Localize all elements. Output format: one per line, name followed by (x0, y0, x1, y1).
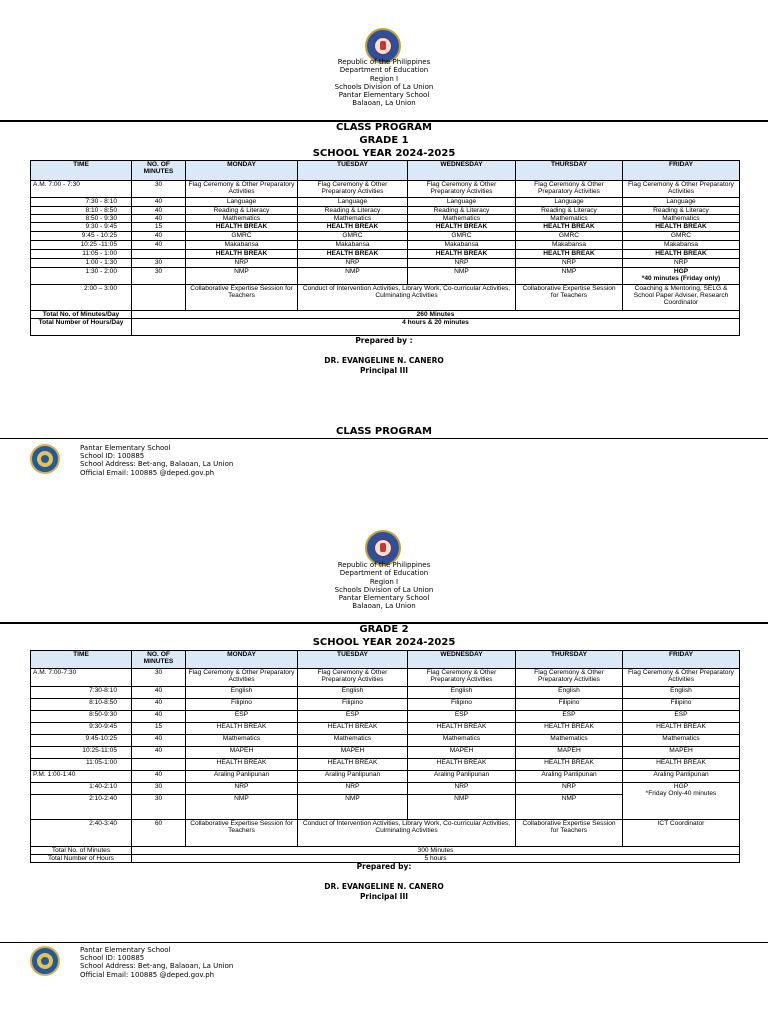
thursday-cell: HEALTH BREAK (516, 759, 623, 771)
time-cell: 2:40-3:40 (31, 820, 132, 847)
column-header: TIME (31, 161, 132, 181)
monday-cell: Collaborative Expertise Session for Teachers (186, 820, 298, 847)
monday-cell: MAPEH (186, 747, 298, 759)
thursday-cell: Makabansa (516, 240, 623, 249)
time-cell: 10:25-11:05 (31, 747, 132, 759)
time-cell: 8:10-8:50 (31, 699, 132, 711)
minutes-cell: 30 (132, 783, 186, 795)
wednesday-cell: Makabansa (408, 240, 516, 249)
friday-cell: GMRC (623, 232, 740, 240)
footer-divider (0, 942, 768, 943)
friday-cell: Flag Ceremony & Other Preparatory Activities (623, 181, 740, 198)
total-minutes-row (31, 847, 740, 855)
school-id: School ID: 100885 (80, 954, 145, 963)
tuesday-cell: NRP (298, 258, 408, 267)
prepared-by-label: Prepared by : (355, 336, 413, 345)
wednesday-cell: NMP (408, 795, 516, 820)
wednesday-cell: GMRC (408, 232, 516, 240)
tuesday-cell: NRP (298, 783, 408, 795)
thursday-cell: Mathematics (516, 215, 623, 223)
time-cell: 9:45 - 10:25 (31, 232, 132, 240)
time-cell: 10:25 -11:05 (31, 240, 132, 249)
minutes-cell (132, 759, 186, 771)
time-cell: 9:45-10:25 (31, 735, 132, 747)
monday-cell: Flag Ceremony & Other Preparatory Activities (186, 669, 298, 687)
minutes-cell: 40 (132, 771, 186, 783)
time-cell: 8:50 - 9:30 (31, 215, 132, 223)
minutes-cell: 15 (132, 223, 186, 232)
time-cell: A.M. 7:00-7:30 (31, 669, 132, 687)
tuesday-wednesday-cell: Conduct of Intervention Activities, Library Work, Co-curricular Activities, Culminating Activities (298, 820, 516, 847)
table-row (31, 198, 740, 207)
friday-cell: Filipino (623, 699, 740, 711)
table-row (31, 711, 740, 723)
wednesday-cell: Araling Panlipunan (408, 771, 516, 783)
thursday-cell: Reading & Literacy (516, 207, 623, 215)
friday-cell: ESP (623, 711, 740, 723)
total-minutes-label: Total No. of Minutes/Day (31, 310, 132, 318)
monday-cell: English (186, 687, 298, 699)
wednesday-cell: Mathematics (408, 215, 516, 223)
monday-cell: Language (186, 198, 298, 207)
thursday-cell: English (516, 687, 623, 699)
tuesday-cell: Makabansa (298, 240, 408, 249)
wednesday-cell: HEALTH BREAK (408, 223, 516, 232)
monday-cell: Araling Panlipunan (186, 771, 298, 783)
footer-divider (0, 438, 768, 439)
monday-cell: HEALTH BREAK (186, 723, 298, 735)
tuesday-cell: Filipino (298, 699, 408, 711)
school-info (80, 444, 233, 477)
minutes-cell (132, 249, 186, 258)
table-row (31, 232, 740, 240)
wednesday-cell: Filipino (408, 699, 516, 711)
thursday-cell: ESP (516, 711, 623, 723)
friday-cell: HGP *Friday Only-40 minutes (623, 783, 740, 820)
minutes-cell: 30 (132, 258, 186, 267)
table-row (31, 267, 740, 284)
monday-cell: NRP (186, 258, 298, 267)
wednesday-cell: Reading & Literacy (408, 207, 516, 215)
table-row (31, 207, 740, 215)
school-logo (30, 946, 60, 976)
grade2-schedule-table (30, 650, 740, 863)
monday-cell: HEALTH BREAK (186, 759, 298, 771)
total-hours-value: 4 hours & 20 minutes (132, 318, 740, 335)
column-header: MONDAY (186, 651, 298, 669)
table-row (31, 687, 740, 699)
time-cell: 7:30 - 8:10 (31, 198, 132, 207)
wednesday-cell: ESP (408, 711, 516, 723)
table-row (31, 181, 740, 198)
monday-cell: Makabansa (186, 240, 298, 249)
principal-name: DR. EVANGELINE N. CANERO (324, 882, 444, 891)
tuesday-cell: ESP (298, 711, 408, 723)
minutes-cell: 40 (132, 198, 186, 207)
tuesday-cell: Flag Ceremony & Other Preparatory Activities (298, 181, 408, 198)
friday-cell: HEALTH BREAK (623, 759, 740, 771)
friday-cell: HEALTH BREAK (623, 249, 740, 258)
thursday-cell: NRP (516, 783, 623, 795)
table-header-row (31, 161, 740, 181)
minutes-cell: 15 (132, 723, 186, 735)
letterhead-line: Republic of the Philippines (337, 561, 431, 569)
total-minutes-label: Total No. of Minutes (31, 847, 132, 855)
wednesday-cell: NMP (408, 267, 516, 284)
time-cell: 11:05 - 1:00 (31, 249, 132, 258)
thursday-cell: Araling Panlipunan (516, 771, 623, 783)
column-header: WEDNESDAY (408, 161, 516, 181)
table-row (31, 735, 740, 747)
table-row (31, 284, 740, 310)
table-row (31, 258, 740, 267)
friday-cell: HGP *40 minutes (Friday only) (623, 267, 740, 284)
monday-cell: NMP (186, 795, 298, 820)
thursday-cell: Flag Ceremony & Other Preparatory Activities (516, 181, 623, 198)
table-row (31, 699, 740, 711)
friday-cell: Mathematics (623, 735, 740, 747)
minutes-cell: 30 (132, 669, 186, 687)
table-row (31, 249, 740, 258)
table-row (31, 669, 740, 687)
tuesday-cell: MAPEH (298, 747, 408, 759)
minutes-cell: 40 (132, 240, 186, 249)
friday-cell: Coaching & Mentoring, SELG & School Paper Adviser, Research Coordinator (623, 284, 740, 310)
letterhead (234, 58, 534, 108)
monday-cell: Flag Ceremony & Other Preparatory Activities (186, 181, 298, 198)
column-header: NO. OF MINUTES (132, 651, 186, 669)
thursday-cell: Filipino (516, 699, 623, 711)
monday-cell: Mathematics (186, 735, 298, 747)
thursday-cell: Collaborative Expertise Session for Teachers (516, 820, 623, 847)
friday-cell: Reading & Literacy (623, 207, 740, 215)
column-header: TUESDAY (298, 651, 408, 669)
total-minutes-value: 300 Minutes (132, 847, 740, 855)
prepared-by-label: Prepared by: (356, 862, 412, 871)
total-hours-value: 5 hours (132, 855, 740, 863)
column-header: WEDNESDAY (408, 651, 516, 669)
wednesday-cell: NRP (408, 258, 516, 267)
friday-cell: Language (623, 198, 740, 207)
column-header: TIME (31, 651, 132, 669)
column-header: MONDAY (186, 161, 298, 181)
monday-cell: Collaborative Expertise Session for Teachers (186, 284, 298, 310)
column-header: THURSDAY (516, 651, 623, 669)
minutes-cell (132, 284, 186, 310)
table-row (31, 240, 740, 249)
minutes-cell: 30 (132, 267, 186, 284)
time-cell: 1:40-2:10 (31, 783, 132, 795)
thursday-cell: NMP (516, 795, 623, 820)
minutes-cell: 40 (132, 232, 186, 240)
time-cell: 1:00 - 1:30 (31, 258, 132, 267)
time-cell: 11:05-1:00 (31, 759, 132, 771)
school-logo (30, 444, 60, 474)
thursday-cell: MAPEH (516, 747, 623, 759)
school-info (80, 946, 233, 979)
bottom-page-title: CLASS PROGRAM (335, 426, 432, 437)
grade1-schedule-table (30, 160, 740, 336)
time-cell: 2:10-2:40 (31, 795, 132, 820)
school-email: Official Email: 100885 @deped.gov.ph (80, 468, 215, 477)
minutes-cell: 30 (132, 181, 186, 198)
tuesday-cell: English (298, 687, 408, 699)
friday-cell: ICT Coordinator (623, 820, 740, 847)
time-cell: P.M. 1:00-1:40 (31, 771, 132, 783)
column-header: NO. OF MINUTES (132, 161, 186, 181)
tuesday-cell: Mathematics (298, 215, 408, 223)
column-header: FRIDAY (623, 161, 740, 181)
letterhead-line: Department of Education (339, 569, 429, 578)
tuesday-cell: HEALTH BREAK (298, 759, 408, 771)
wednesday-cell: HEALTH BREAK (408, 723, 516, 735)
tuesday-cell: Language (298, 198, 408, 207)
school-year-title: SCHOOL YEAR 2024-2025 (312, 148, 456, 159)
wednesday-cell: HEALTH BREAK (408, 759, 516, 771)
thursday-cell: GMRC (516, 232, 623, 240)
table-row (31, 223, 740, 232)
column-header: TUESDAY (298, 161, 408, 181)
friday-cell: Makabansa (623, 240, 740, 249)
thursday-cell: HEALTH BREAK (516, 723, 623, 735)
time-cell: 2:00 – 3:00 (31, 284, 132, 310)
tuesday-cell: Mathematics (298, 735, 408, 747)
school-name: Pantar Elementary School (80, 946, 171, 954)
time-cell: 7:30-8:10 (31, 687, 132, 699)
wednesday-cell: Language (408, 198, 516, 207)
letterhead-line: Department of Education (339, 66, 429, 75)
friday-cell: HEALTH BREAK (623, 723, 740, 735)
total-minutes-value: 260 Minutes (132, 310, 740, 318)
wednesday-cell: English (408, 687, 516, 699)
time-cell: A.M. 7:00 - 7:30 (31, 181, 132, 198)
letterhead-line: Region I (369, 74, 399, 83)
letterhead-line: Region I (369, 577, 399, 586)
thursday-cell: NMP (516, 267, 623, 284)
monday-cell: HEALTH BREAK (186, 249, 298, 258)
friday-cell: Flag Ceremony & Other Preparatory Activities (623, 669, 740, 687)
monday-cell: NMP (186, 267, 298, 284)
friday-cell: Araling Panlipunan (623, 771, 740, 783)
table-row (31, 783, 740, 795)
minutes-cell: 40 (132, 207, 186, 215)
total-hours-row (31, 318, 740, 335)
table-row (31, 771, 740, 783)
thursday-cell: Flag Ceremony & Other Preparatory Activities (516, 669, 623, 687)
tuesday-cell: HEALTH BREAK (298, 223, 408, 232)
table-row (31, 723, 740, 735)
thursday-cell: Collaborative Expertise Session for Teachers (516, 284, 623, 310)
wednesday-cell: NRP (408, 783, 516, 795)
wednesday-cell: Flag Ceremony & Other Preparatory Activities (408, 669, 516, 687)
tuesday-cell: Flag Ceremony & Other Preparatory Activities (298, 669, 408, 687)
monday-cell: Reading & Literacy (186, 207, 298, 215)
tuesday-cell: Araling Panlipunan (298, 771, 408, 783)
school-address: School Address: Bet-ang, Balaoan, La Union (80, 460, 234, 469)
monday-cell: ESP (186, 711, 298, 723)
friday-cell: Mathematics (623, 215, 740, 223)
letterhead-line: Pantar Elementary School (338, 594, 430, 603)
total-minutes-row (31, 310, 740, 318)
minutes-cell: 40 (132, 687, 186, 699)
school-email: Official Email: 100885 @deped.gov.ph (80, 970, 215, 979)
school-address: School Address: Bet-ang, Balaoan, La Union (80, 962, 234, 971)
letterhead-line: Pantar Elementary School (338, 91, 430, 100)
letterhead-line: Schools Division of La Union (334, 585, 434, 594)
wednesday-cell: Mathematics (408, 735, 516, 747)
minutes-cell: 40 (132, 747, 186, 759)
minutes-cell: 40 (132, 735, 186, 747)
time-cell: 8:10 - 8:50 (31, 207, 132, 215)
table-row (31, 759, 740, 771)
table-header-row (31, 651, 740, 669)
monday-cell: HEALTH BREAK (186, 223, 298, 232)
grade-title: GRADE 1 (359, 135, 409, 146)
tuesday-cell: HEALTH BREAK (298, 723, 408, 735)
principal-title: Principal III (359, 366, 409, 375)
table-row (31, 820, 740, 847)
thursday-cell: HEALTH BREAK (516, 249, 623, 258)
letterhead (234, 561, 534, 611)
friday-cell: MAPEH (623, 747, 740, 759)
thursday-cell: Mathematics (516, 735, 623, 747)
table-row (31, 747, 740, 759)
time-cell: 9:30 - 9:45 (31, 223, 132, 232)
friday-cell: NRP (623, 258, 740, 267)
thursday-cell: Language (516, 198, 623, 207)
time-cell: 8:50-9:30 (31, 711, 132, 723)
monday-cell: NRP (186, 783, 298, 795)
minutes-cell: 30 (132, 795, 186, 820)
friday-cell: English (623, 687, 740, 699)
minutes-cell: 40 (132, 699, 186, 711)
wednesday-cell: Flag Ceremony & Other Preparatory Activities (408, 181, 516, 198)
monday-cell: Mathematics (186, 215, 298, 223)
tuesday-cell: NMP (298, 795, 408, 820)
friday-cell: HEALTH BREAK (623, 223, 740, 232)
letterhead-line: Balaoan, La Union (352, 99, 416, 108)
total-hours-label: Total Number of Hours (31, 855, 132, 863)
tuesday-cell: Reading & Literacy (298, 207, 408, 215)
letterhead-line: Republic of the Philippines (337, 58, 431, 66)
tuesday-wednesday-cell: Conduct of Intervention Activities, Library Work, Co-curricular Activities, Culminating Activities (298, 284, 516, 310)
tuesday-cell: GMRC (298, 232, 408, 240)
principal-name: DR. EVANGELINE N. CANERO (324, 356, 444, 365)
principal-title: Principal III (359, 892, 409, 901)
wednesday-cell: HEALTH BREAK (408, 249, 516, 258)
letterhead-line: Balaoan, La Union (352, 602, 416, 611)
school-name: Pantar Elementary School (80, 444, 171, 452)
time-cell: 1:30 - 2:00 (31, 267, 132, 284)
letterhead-line: Schools Division of La Union (334, 82, 434, 91)
thursday-cell: HEALTH BREAK (516, 223, 623, 232)
page-title: CLASS PROGRAM (335, 122, 432, 133)
tuesday-cell: NMP (298, 267, 408, 284)
tuesday-cell: HEALTH BREAK (298, 249, 408, 258)
school-id: School ID: 100885 (80, 452, 145, 461)
monday-cell: GMRC (186, 232, 298, 240)
grade-title: GRADE 2 (359, 624, 409, 635)
total-hours-label: Total Number of Hours/Day (31, 318, 132, 335)
monday-cell: Filipino (186, 699, 298, 711)
minutes-cell: 40 (132, 215, 186, 223)
column-header: FRIDAY (623, 651, 740, 669)
column-header: THURSDAY (516, 161, 623, 181)
minutes-cell: 60 (132, 820, 186, 847)
wednesday-cell: MAPEH (408, 747, 516, 759)
table-row (31, 215, 740, 223)
minutes-cell: 40 (132, 711, 186, 723)
school-year-title: SCHOOL YEAR 2024-2025 (312, 637, 456, 648)
thursday-cell: NRP (516, 258, 623, 267)
time-cell: 9:30-9:45 (31, 723, 132, 735)
